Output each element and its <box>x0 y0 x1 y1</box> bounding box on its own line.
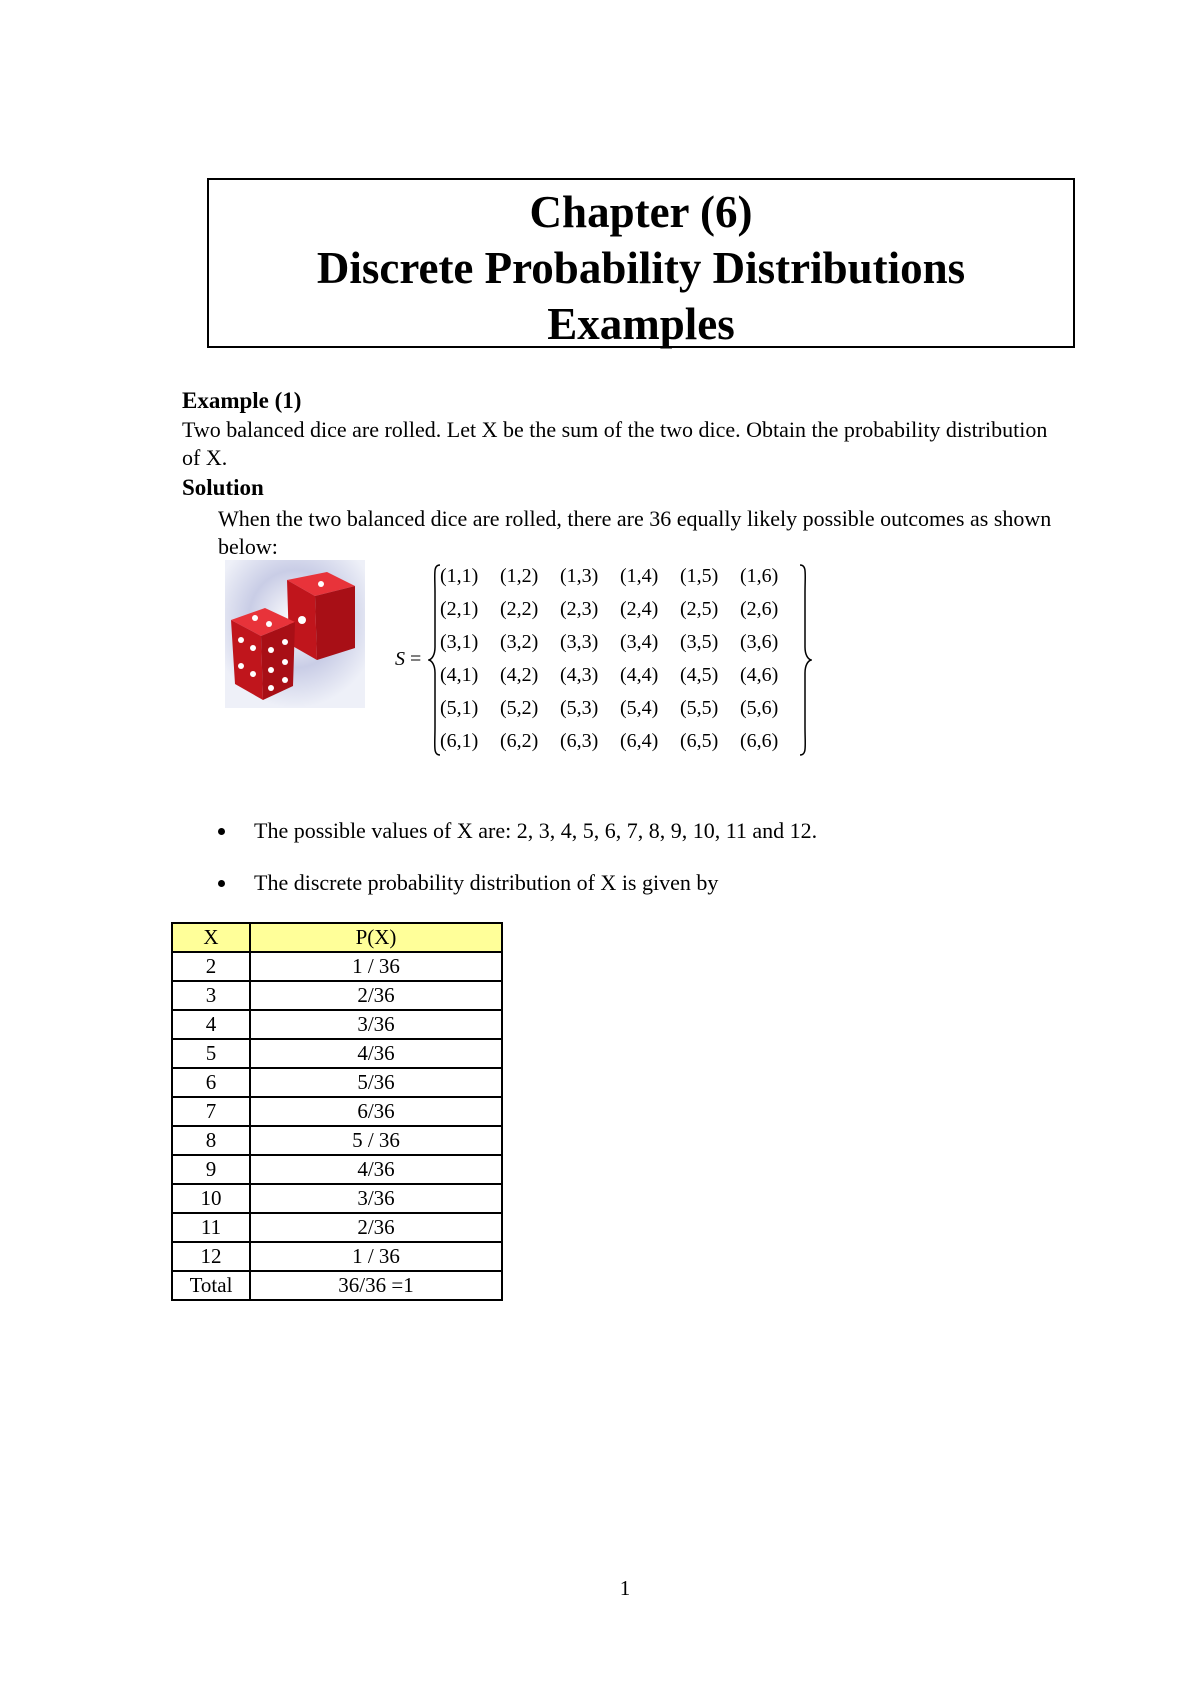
cell-probability: 5/36 <box>250 1068 502 1097</box>
cell-probability: 2/36 <box>250 1213 502 1242</box>
outcome-cell: (2,4) <box>620 598 659 620</box>
outcome-cell: (3,1) <box>440 631 479 653</box>
outcome-cell: (4,5) <box>680 664 719 686</box>
chapter-section: Examples <box>547 299 735 349</box>
cell-probability: 4/36 <box>250 1039 502 1068</box>
chapter-title-box <box>207 178 1075 348</box>
sample-space-matrix <box>440 563 812 761</box>
page-number: 1 <box>619 1576 631 1600</box>
outcome-cell: (4,4) <box>620 664 659 686</box>
dice-image <box>225 560 365 708</box>
outcome-cell: (1,4) <box>620 565 659 587</box>
outcome-cell: (6,6) <box>740 730 779 752</box>
cell-x-value: 7 <box>172 1097 250 1126</box>
cell-x-value: 10 <box>172 1184 250 1213</box>
column-header-px: P(X) <box>250 923 502 952</box>
table-row <box>172 952 502 981</box>
table-row <box>172 1039 502 1068</box>
cell-x-value: 4 <box>172 1010 250 1039</box>
outcome-cell: (3,3) <box>560 631 599 653</box>
cell-x-value: 6 <box>172 1068 250 1097</box>
table-row <box>172 1213 502 1242</box>
table-row <box>172 1271 502 1300</box>
cell-x-value: 5 <box>172 1039 250 1068</box>
cell-probability: 5 / 36 <box>250 1126 502 1155</box>
outcome-cell: (5,1) <box>440 697 479 719</box>
bullet-item: The discrete probability distribution of X is given by <box>212 868 817 898</box>
cell-x-value: 12 <box>172 1242 250 1271</box>
outcome-cell: (5,3) <box>560 697 599 719</box>
outcome-cell: (1,5) <box>680 565 719 587</box>
outcome-cell: (5,4) <box>620 697 659 719</box>
outcome-cell: (6,5) <box>680 730 719 752</box>
matrix-row <box>440 596 812 629</box>
table-row <box>172 1155 502 1184</box>
table-row <box>172 1097 502 1126</box>
cell-probability: 6/36 <box>250 1097 502 1126</box>
outcome-cell: (1,6) <box>740 565 779 587</box>
table-row <box>172 1010 502 1039</box>
matrix-row <box>440 629 812 662</box>
table-row <box>172 1068 502 1097</box>
outcome-cell: (2,3) <box>560 598 599 620</box>
cell-x-value: 8 <box>172 1126 250 1155</box>
bullet-item: The possible values of X are: 2, 3, 4, 5, 6, 7, 8, 9, 10, 11 and 12. <box>212 816 817 846</box>
cell-x-value: 9 <box>172 1155 250 1184</box>
cell-x-value: Total <box>172 1271 250 1300</box>
outcome-cell: (2,2) <box>500 598 539 620</box>
outcome-cell: (2,1) <box>440 598 479 620</box>
table-row <box>172 1242 502 1271</box>
cell-x-value: 11 <box>172 1213 250 1242</box>
outcome-cell: (6,4) <box>620 730 659 752</box>
cell-probability: 1 / 36 <box>250 1242 502 1271</box>
outcome-cell: (5,2) <box>500 697 539 719</box>
column-header-x: X <box>172 923 250 952</box>
outcome-cell: (4,2) <box>500 664 539 686</box>
solution-text: When the two balanced dice are rolled, there are 36 equally likely possible outcomes as shown below: <box>218 506 1052 559</box>
cell-probability: 1 / 36 <box>250 952 502 981</box>
matrix-row <box>440 563 812 596</box>
cell-probability: 4/36 <box>250 1155 502 1184</box>
bullet-list <box>212 816 817 920</box>
matrix-row <box>440 662 812 695</box>
probability-distribution-table <box>171 922 503 1301</box>
outcome-cell: (3,5) <box>680 631 719 653</box>
chapter-subtitle: Discrete Probability Distributions <box>316 243 966 293</box>
outcome-cell: (6,1) <box>440 730 479 752</box>
outcome-cell: (2,5) <box>680 598 719 620</box>
outcome-cell: (1,1) <box>440 565 479 587</box>
outcome-cell: (5,6) <box>740 697 779 719</box>
table-row <box>172 1184 502 1213</box>
outcome-cell: (4,3) <box>560 664 599 686</box>
outcome-cell: (4,1) <box>440 664 479 686</box>
outcome-cell: (6,3) <box>560 730 599 752</box>
outcome-cell: (3,6) <box>740 631 779 653</box>
outcome-cell: (4,6) <box>740 664 779 686</box>
bullet-dot-icon <box>218 828 225 835</box>
outcome-cell: (5,5) <box>680 697 719 719</box>
solution-heading: Solution <box>182 475 264 500</box>
table-header-row <box>172 923 502 952</box>
cell-x-value: 3 <box>172 981 250 1010</box>
example-heading: Example (1) <box>182 388 302 413</box>
example-problem: Two balanced dice are rolled. Let X be the sum of the two dice. Obtain the probability distribution of X. <box>182 417 1048 470</box>
bullet-dot-icon <box>218 880 225 887</box>
outcome-cell: (6,2) <box>500 730 539 752</box>
chapter-title: Chapter (6) <box>529 187 753 237</box>
outcome-cell: (2,6) <box>740 598 779 620</box>
table-row <box>172 981 502 1010</box>
outcome-cell: (3,4) <box>620 631 659 653</box>
cell-x-value: 2 <box>172 952 250 981</box>
matrix-row <box>440 728 812 761</box>
cell-probability: 3/36 <box>250 1184 502 1213</box>
outcome-cell: (1,3) <box>560 565 599 587</box>
table-row <box>172 1126 502 1155</box>
sample-space-label: S = <box>395 648 422 670</box>
cell-probability: 36/36 =1 <box>250 1271 502 1300</box>
matrix-row <box>440 695 812 728</box>
cell-probability: 3/36 <box>250 1010 502 1039</box>
cell-probability: 2/36 <box>250 981 502 1010</box>
outcome-cell: (1,2) <box>500 565 539 587</box>
outcome-cell: (3,2) <box>500 631 539 653</box>
